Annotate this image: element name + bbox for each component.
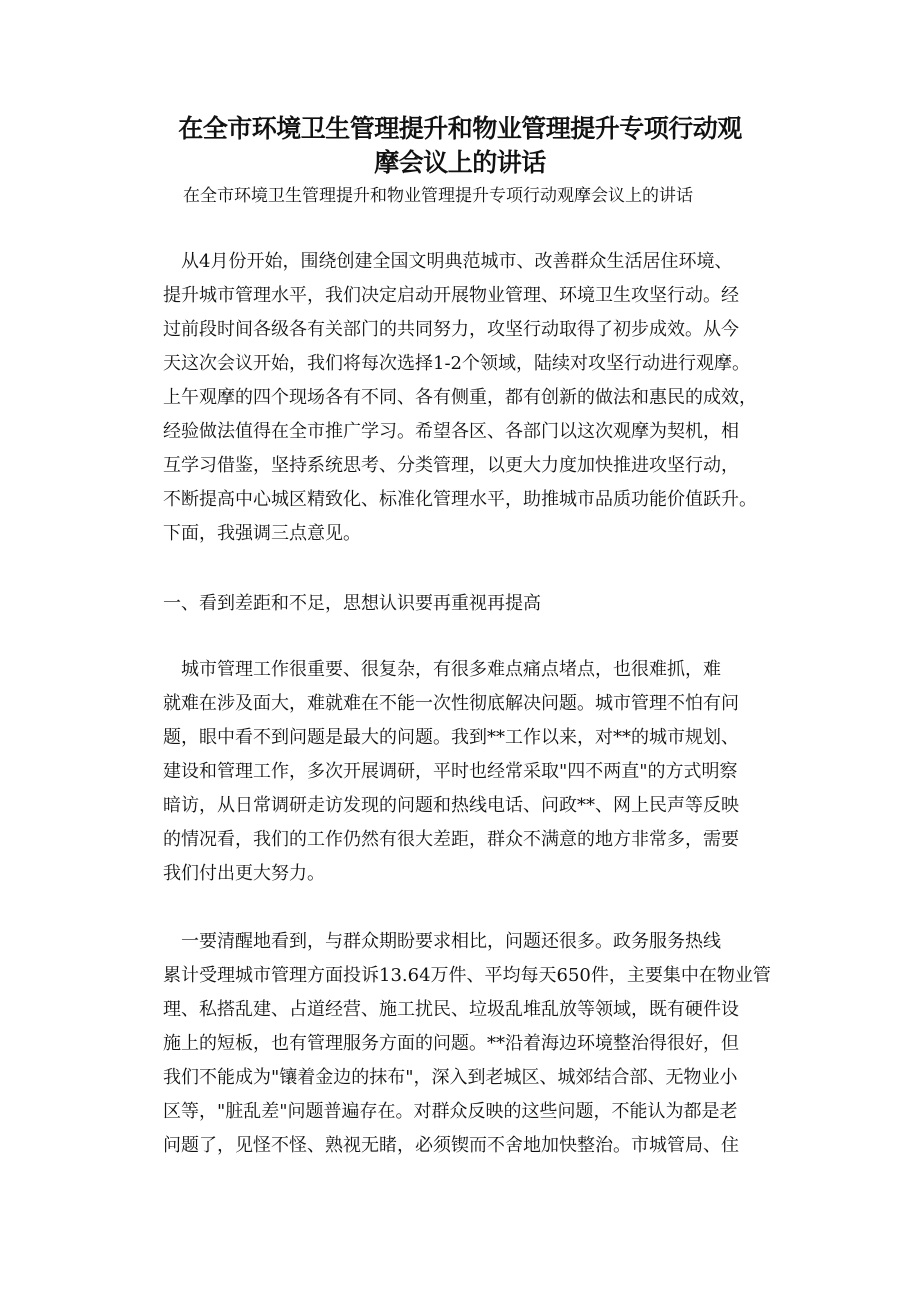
- paragraph-line: 的情况看，我们的工作仍然有很大差距，群众不满意的地方非常多，需要: [163, 829, 739, 850]
- paragraph-line: 从4月份开始，围绕创建全国文明典范城市、改善群众生活居住环境、: [181, 251, 733, 272]
- paragraph-line: 城市管理工作很重要、很复杂，有很多难点痛点堵点，也很难抓，难: [181, 659, 721, 680]
- title-line-1: 在全市环境卫生管理提升和物业管理提升专项行动观: [178, 114, 742, 143]
- section-heading-1: [163, 587, 795, 621]
- paragraph-line: 提升城市管理水平，我们决定启动开展物业管理、环境卫生攻坚行动。经: [163, 285, 739, 306]
- paragraph-line: 施上的短板，也有管理服务方面的问题。**沿着海边环境整治得很好，但: [163, 1033, 739, 1054]
- paragraph-line: 区等，"脏乱差"问题普遍存在。对群众反映的这些问题，不能认为都是老: [163, 1101, 738, 1122]
- paragraph-line: 累计受理城市管理方面投诉13.64万件、平均每天650件，主要集中在物业管: [163, 965, 771, 986]
- paragraph-line: 下面，我强调三点意见。: [163, 523, 361, 544]
- paragraph-line: 不断提高中心城区精致化、标准化管理水平，助推城市品质功能价值跃升。: [163, 489, 757, 510]
- paragraph-2: [163, 653, 795, 891]
- paragraph-line: 暗访，从日常调研走访发现的问题和热线电话、问政**、网上民声等反映: [163, 795, 739, 816]
- section-heading-text: 一、看到差距和不足，思想认识要再重视再提高: [163, 593, 541, 614]
- paragraph-line: 我们不能成为"镶着金边的抹布"，深入到老城区、城郊结合部、无物业小: [163, 1067, 738, 1088]
- paragraph-line: 问题了，见怪不怪、熟视无睹，必须锲而不舍地加快整治。市城管局、住: [163, 1135, 739, 1156]
- paragraph-line: 上午观摩的四个现场各有不同、各有侧重，都有创新的做法和惠民的成效，: [163, 387, 757, 408]
- paragraph-line: 经验做法值得在全市推广学习。希望各区、各部门以这次观摩为契机，相: [163, 421, 739, 442]
- paragraph-line: 过前段时间各级各有关部门的共同努力，攻坚行动取得了初步成效。从今: [163, 319, 739, 340]
- paragraph-line: 天这次会议开始，我们将每次选择1-2个领域，陆续对攻坚行动进行观摩。: [163, 353, 750, 374]
- paragraph-line: 题，眼中看不到问题是最大的问题。我到**工作以来，对**的城市规划、: [163, 727, 739, 748]
- paragraph-line: 建设和管理工作，多次开展调研，平时也经常采取"四不两直"的方式明察: [163, 761, 738, 782]
- paragraph-line: 一要清醒地看到，与群众期盼要求相比，问题还很多。政务服务热线: [181, 931, 721, 952]
- paragraph-line: 互学习借鉴，坚持系统思考、分类管理，以更大力度加快推进攻坚行动，: [163, 455, 739, 476]
- paragraph-3: [163, 925, 795, 1163]
- paragraph-line: 就难在涉及面大，难就难在不能一次性彻底解决问题。城市管理不怕有问: [163, 693, 739, 714]
- paragraph-1: [163, 245, 795, 551]
- paragraph-line: 理、私搭乱建、占道经营、施工扰民、垃圾乱堆乱放等领域，既有硬件设: [163, 999, 739, 1020]
- paragraph-line: 我们付出更大努力。: [163, 863, 325, 884]
- document-title: [0, 112, 920, 180]
- document-subtitle: 在全市环境卫生管理提升和物业管理提升专项行动观摩会议上的讲话: [183, 186, 693, 206]
- title-line-2: 摩会议上的讲话: [374, 148, 546, 177]
